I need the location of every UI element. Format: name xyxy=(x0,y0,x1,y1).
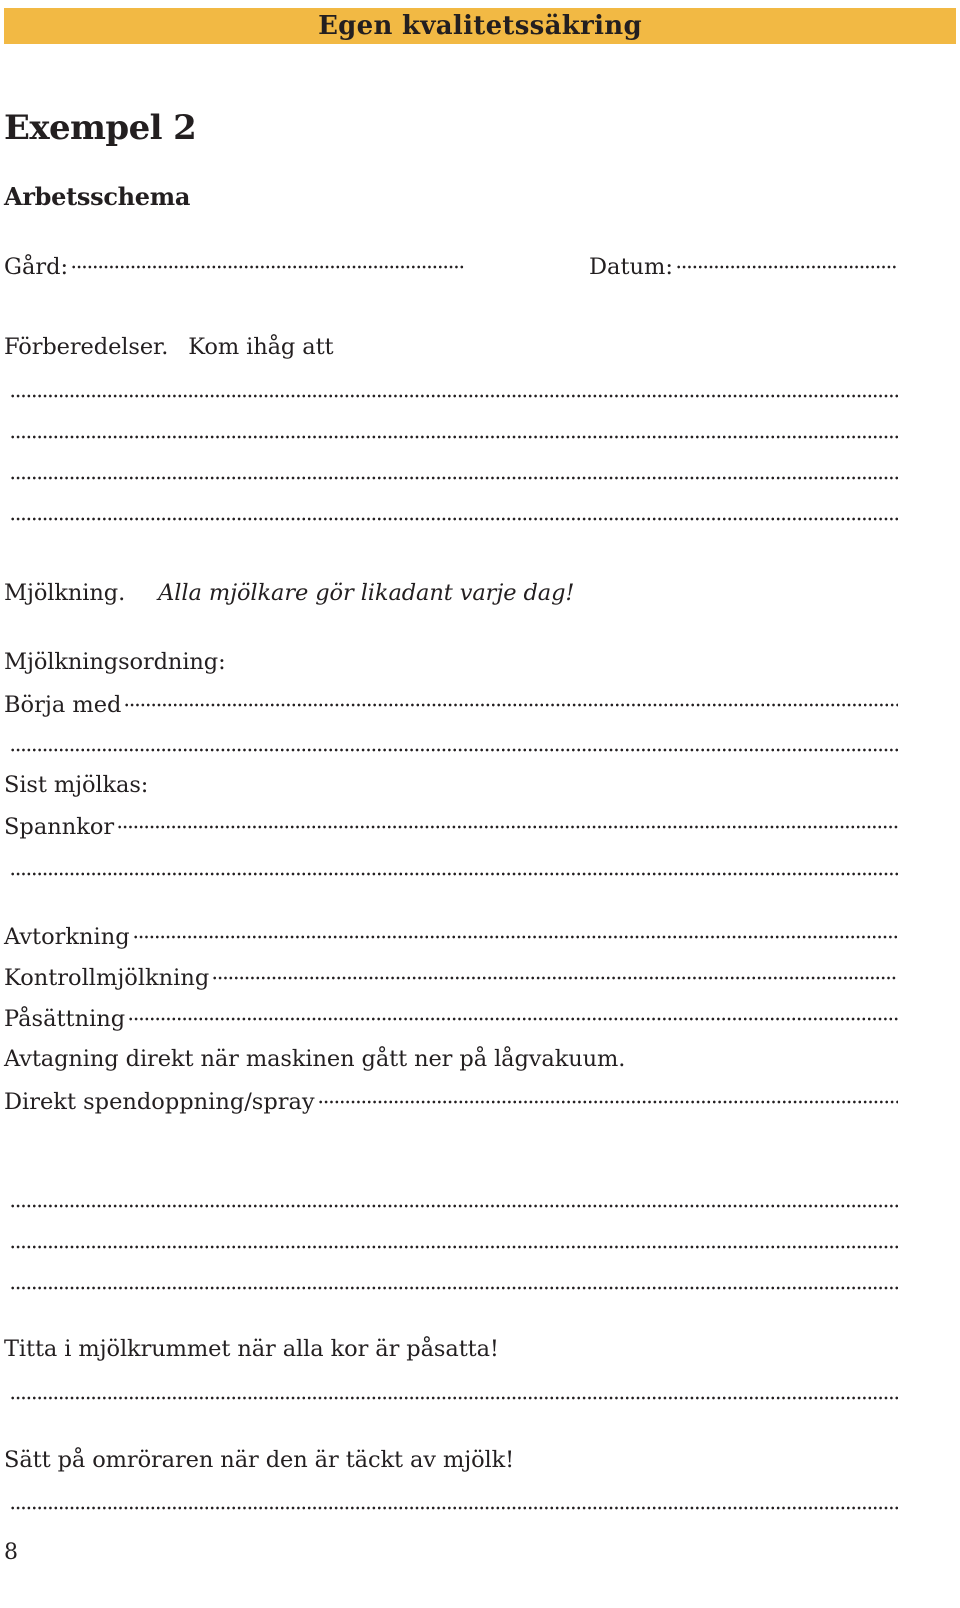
kontrollmjolkning-fill-line[interactable] xyxy=(212,976,898,980)
preparations-fill-line-2[interactable] xyxy=(10,435,898,439)
notes-fill-line-2[interactable] xyxy=(10,1245,898,1249)
reminder-titta: Titta i mjölkrummet när alla kor är påsatta! xyxy=(4,1336,499,1362)
page-title: Exempel 2 xyxy=(4,108,197,148)
spannkor-field[interactable] xyxy=(4,812,898,842)
avtagning-text: Avtagning direkt när maskinen gått ner på lågvakuum. xyxy=(4,1046,626,1072)
spannkor-fill-line[interactable] xyxy=(117,825,898,829)
section-subtitle: Arbetsschema xyxy=(4,182,191,211)
pasattning-label: Påsättning xyxy=(4,1006,126,1032)
spendoppning-field[interactable] xyxy=(4,1087,898,1117)
banner-title: Egen kvalitetssäkring xyxy=(318,11,642,41)
start-with-label: Börja med xyxy=(4,692,122,718)
avtorkning-label: Avtorkning xyxy=(4,924,130,950)
datum-fill-line[interactable] xyxy=(676,265,897,269)
spendoppning-fill-line[interactable] xyxy=(318,1100,898,1104)
milking-label: Mjölkning. xyxy=(4,580,126,606)
gard-fill-line[interactable] xyxy=(71,265,464,269)
start-with-fill-line-2[interactable] xyxy=(10,748,898,752)
preparations-fill-line-1[interactable] xyxy=(10,394,898,398)
pasattning-fill-line[interactable] xyxy=(128,1017,898,1021)
reminder-omroraren: Sätt på omröraren när den är täckt av mjölk! xyxy=(4,1447,515,1473)
preparations-fill-line-4[interactable] xyxy=(10,517,898,521)
kontrollmjolkning-label: Kontrollmjölkning xyxy=(4,965,210,991)
preparations-fill-line-3[interactable] xyxy=(10,476,898,480)
omroraren-fill-line[interactable] xyxy=(10,1506,898,1510)
start-with-fill-line[interactable] xyxy=(124,703,898,707)
spendoppning-label: Direkt spendoppning/spray xyxy=(4,1089,315,1115)
milking-note: Alla mjölkare gör likadant varje dag! xyxy=(158,580,575,606)
last-milked-label: Sist mjölkas: xyxy=(4,772,149,798)
header-banner xyxy=(4,8,956,44)
preparations-label xyxy=(4,334,334,360)
notes-fill-line-3[interactable] xyxy=(10,1286,898,1290)
datum-label: Datum: xyxy=(589,254,673,280)
datum-field[interactable] xyxy=(589,252,897,282)
notes-fill-line-1[interactable] xyxy=(10,1204,898,1208)
gard-label: Gård: xyxy=(4,254,69,280)
milking-order-label: Mjölkningsordning: xyxy=(4,649,226,675)
titta-fill-line[interactable] xyxy=(10,1396,898,1400)
avtorkning-field[interactable] xyxy=(4,922,898,952)
spannkor-label: Spannkor xyxy=(4,814,115,840)
spannkor-fill-line-2[interactable] xyxy=(10,872,898,876)
pasattning-field[interactable] xyxy=(4,1004,898,1034)
preparations-label-text: Förberedelser. xyxy=(4,334,169,360)
milking-heading xyxy=(4,580,574,606)
page-number: 8 xyxy=(4,1540,18,1565)
kontrollmjolkning-field[interactable] xyxy=(4,963,898,993)
start-with-field[interactable] xyxy=(4,690,898,720)
gard-field[interactable] xyxy=(4,252,464,282)
preparations-prompt: Kom ihåg att xyxy=(188,334,334,360)
avtorkning-fill-line[interactable] xyxy=(133,935,898,939)
